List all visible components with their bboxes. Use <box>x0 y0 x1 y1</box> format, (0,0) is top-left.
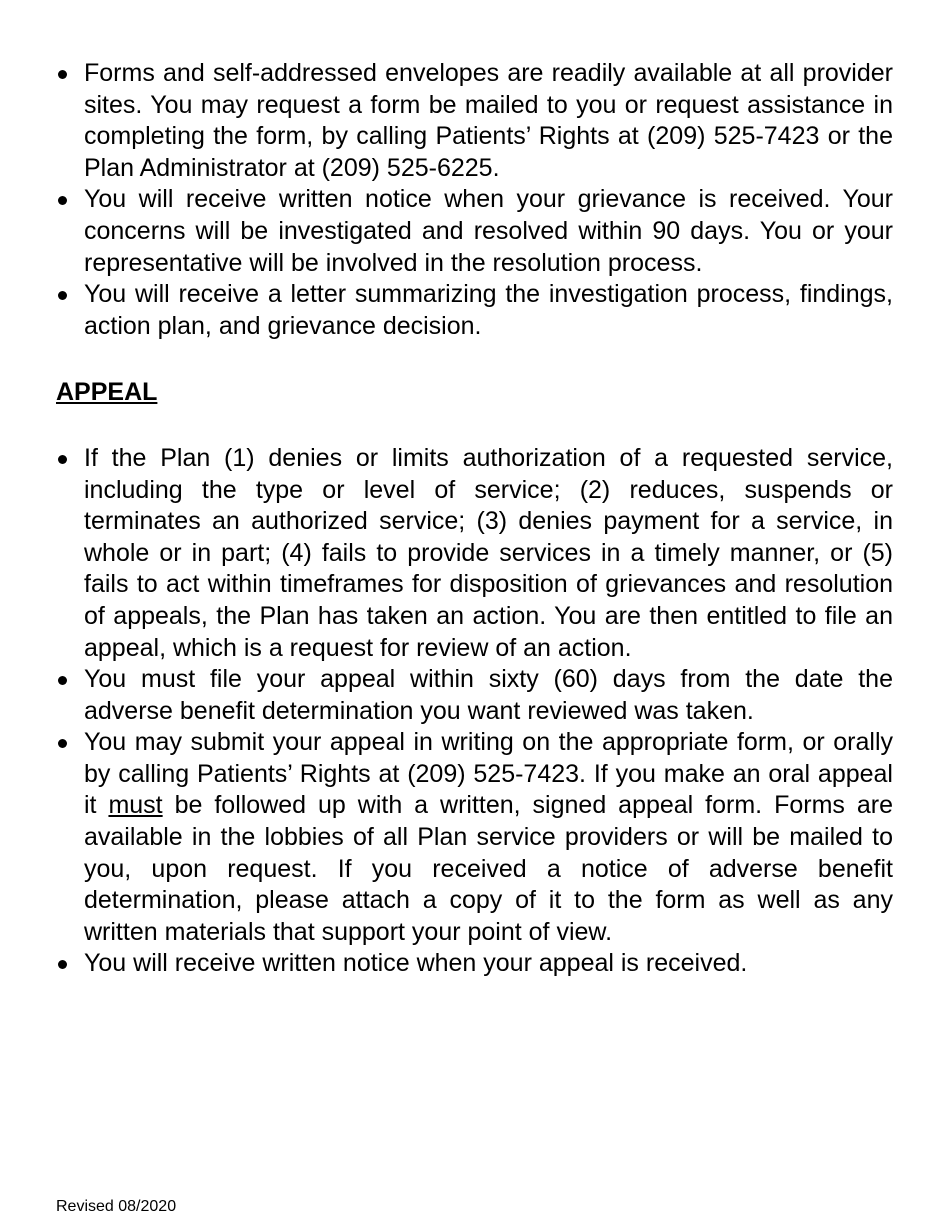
appeal-bullet-text: You will receive written notice when your appeal is received. <box>84 949 748 978</box>
appeal-heading: APPEAL <box>56 378 158 407</box>
grievance-bullet-text: You will receive a letter summarizing the investigation process, findings, action plan, and grievance decision. <box>84 280 893 340</box>
revision-footer: Revised 08/2020 <box>56 1198 177 1215</box>
list-item <box>56 727 893 948</box>
list-item <box>56 58 893 184</box>
appeal-bullet-text-part2: be followed up with a written, signed appeal form. Forms are available in the lobbies of all Plan service providers or will be mailed to you, upon request. If you received a notice of adverse benefit determination, please attach a copy of it to the form as well as any written materials that support your point of view. <box>84 791 893 946</box>
bullet-icon <box>58 196 67 205</box>
list-item <box>56 184 893 279</box>
list-item <box>56 443 893 664</box>
grievance-bullet-text: Forms and self-addressed envelopes are readily available at all provider sites. You may request a form be mailed to you or request assistance in completing the form, by calling Patients’ Rights at (209) 525-7423 or the Plan Administrator at (209) 525-6225. <box>84 59 893 182</box>
appeal-bullet-text-part1: You may submit your appeal in writing on the appropriate form, or orally by calling Patients’ Rights at (209) 525-7423. If you make an oral appeal it <box>84 728 893 820</box>
document-page <box>56 58 893 980</box>
appeal-bullet-text: If the Plan (1) denies or limits authorization of a requested service, including the type or level of service; (2) reduces, suspends or terminates an authorized service; (3) denies payment for a service, in whole or in part; (4) fails to provide services in a timely manner, or (5) fails to act within timeframes for disposition of grievances and resolution of appeals, the Plan has taken an action. You are then entitled to file an appeal, which is a request for review of an action. <box>84 443 893 662</box>
grievance-list <box>56 58 893 342</box>
bullet-icon <box>58 739 67 748</box>
bullet-icon <box>58 960 67 969</box>
appeal-bullet-text: You must file your appeal within sixty (60) days from the date the adverse benefit determination you want reviewed was taken. <box>84 665 893 725</box>
list-item <box>56 279 893 342</box>
bullet-icon <box>58 455 67 464</box>
appeal-list <box>56 443 893 980</box>
bullet-icon <box>58 676 67 685</box>
bullet-icon <box>58 291 67 300</box>
bullet-icon <box>58 70 67 79</box>
list-item <box>56 948 893 980</box>
grievance-bullet-text: You will receive written notice when your grievance is received. Your concerns will be investigated and resolved within 90 days. You or your representative will be involved in the resolution process. <box>84 185 893 277</box>
must-emphasis: must <box>108 791 163 820</box>
list-item <box>56 664 893 727</box>
